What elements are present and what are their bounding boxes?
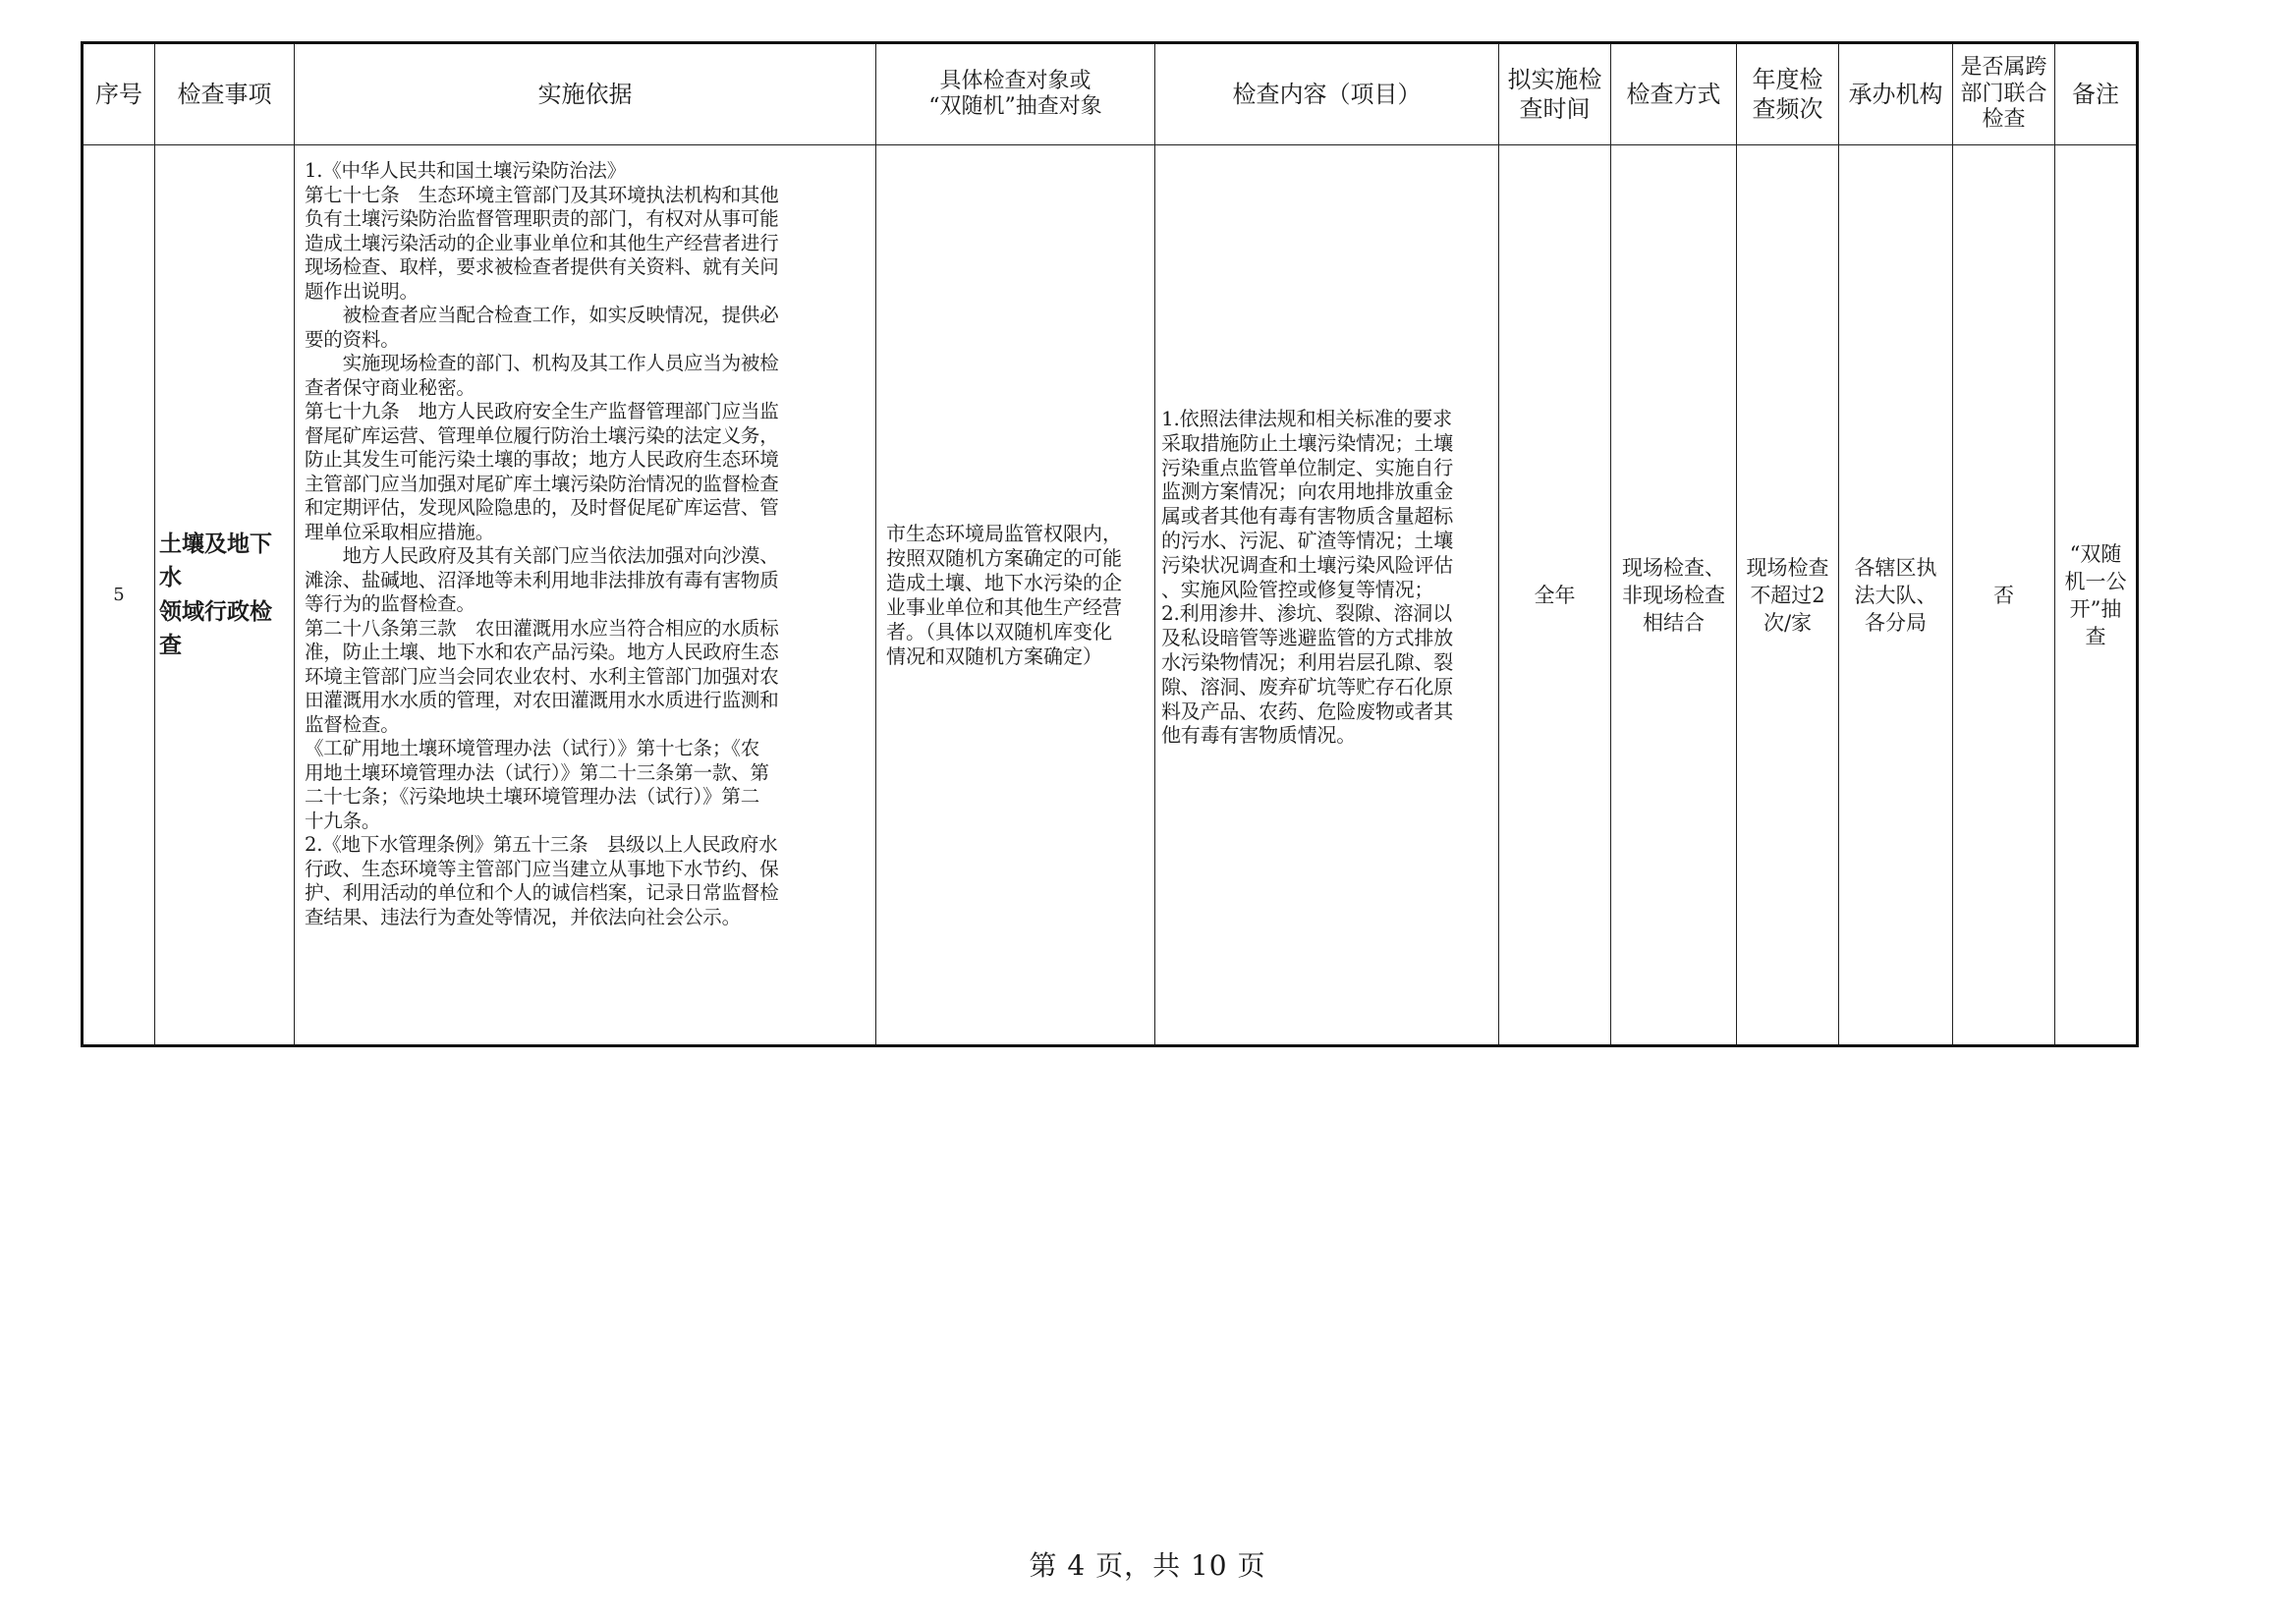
object-line: 市生态环境局监管权限内， (886, 521, 1122, 545)
content-line: 监测方案情况；向农用地排放重金 (1161, 479, 1453, 504)
basis-line: 要的资料。 (305, 327, 400, 351)
header-time-line: 拟实施检 (1507, 66, 1602, 93)
method-line: 相结合 (1643, 610, 1705, 635)
frequency-line: 不超过2 (1750, 583, 1825, 607)
object-line: 造成土壤、地下水污染的企 (886, 570, 1122, 594)
basis-line: 主管部门应当加强对尾矿库土壤污染防治情况的监督检查 (305, 472, 779, 495)
basis-line: 防止其发生可能污染土壤的事故；地方人民政府生态环境 (305, 448, 779, 471)
remark-line: “双随 (2069, 541, 2122, 566)
object-line: 业事业单位和其他生产经营 (886, 594, 1122, 619)
content-line: 及私设暗管等逃避监管的方式排放 (1161, 626, 1453, 650)
header-joint-line: 是否属跨 (1960, 55, 2047, 81)
basis-line: 现场检查、取样，要求被检查者提供有关资料、就有关问 (305, 255, 779, 278)
header-basis: 实施依据 (295, 43, 876, 145)
header-agency: 承办机构 (1839, 43, 1953, 145)
header-time-line: 查时间 (1519, 95, 1591, 123)
object-line: 按照双随机方案确定的可能 (886, 545, 1122, 570)
cell-remark (2055, 145, 2138, 1046)
header-object-line: “双随机”抽查对象 (928, 94, 1102, 119)
header-joint-line: 部门联合 (1960, 81, 2047, 106)
basis-line: 田灌溉用水水质的管理，对农田灌溉用水水质进行监测和 (305, 689, 779, 711)
content-line: 属或者其他有毒有害物质含量超标 (1161, 504, 1453, 529)
basis-line: 二十七条；《污染地块土壤环境管理办法（试行）》第二 (305, 785, 760, 808)
cell-item (155, 145, 295, 1046)
basis-line: 查结果、违法行为查处等情况，并依法向社会公示。 (305, 905, 741, 928)
basis-line: 护、利用活动的单位和个人的诚信档案，记录日常监督检 (305, 881, 779, 904)
cell-object (876, 145, 1155, 1046)
inspection-table (81, 41, 2139, 1047)
basis-line: 准，防止土壤、地下水和农产品污染。地方人民政府生态 (305, 641, 779, 663)
agency-line: 各分局 (1865, 610, 1927, 635)
remark-line: 开”抽 (2069, 596, 2122, 621)
object-line: 情况和双随机方案确定） (886, 644, 1102, 668)
header-seq: 序号 (83, 43, 155, 145)
content-line: 污染状况调查和土壤污染风险评估 (1161, 552, 1453, 577)
basis-line: 理单位采取相应措施。 (305, 520, 495, 543)
header-content: 检查内容（项目） (1155, 43, 1499, 145)
cell-seq: 5 (83, 145, 155, 1046)
content-line: 1.依照法律法规和相关标准的要求 (1161, 407, 1452, 430)
cell-frequency (1737, 145, 1839, 1046)
header-item: 检查事项 (155, 43, 295, 145)
basis-line: 用地土壤环境管理办法（试行）》第二十三条第一款、第 (305, 760, 769, 784)
basis-line: 题作出说明。 (305, 279, 419, 303)
content-line: 的污水、污泥、矿渣等情况；土壤 (1161, 528, 1453, 552)
basis-line: 查者保守商业秘密。 (305, 375, 476, 399)
cell-joint: 否 (1953, 145, 2055, 1046)
basis-line: 行政、生态环境等主管部门应当建立从事地下水节约、保 (305, 857, 779, 880)
content-line: 采取措施防止土壤污染情况；土壤 (1161, 430, 1453, 455)
basis-line: 督尾矿库运营、管理单位履行防治土壤污染的法定义务， (305, 423, 779, 447)
basis-line: 1.《中华人民共和国土壤污染防治法》 (305, 159, 627, 182)
object-line: 者。（具体以双随机库变化 (886, 619, 1112, 644)
content-line: 隙、溶洞、废弃矿坑等贮存石化原 (1161, 674, 1453, 699)
cell-time: 全年 (1499, 145, 1611, 1046)
content-line: 污染重点监管单位制定、实施自行 (1161, 455, 1453, 479)
header-frequency-line: 年度检 (1752, 66, 1823, 93)
basis-line: 监督检查。 (305, 712, 400, 736)
basis-line: 《工矿用地土壤环境管理办法（试行）》第十七条；《农 (305, 737, 760, 759)
header-frequency (1737, 43, 1839, 145)
remark-line: 查 (2085, 624, 2106, 648)
table-row (83, 145, 2138, 1046)
agency-line: 各辖区执 (1854, 555, 1937, 580)
frequency-line: 现场检查 (1746, 555, 1829, 580)
table-header-row (83, 43, 2138, 145)
method-line: 现场检查、 (1622, 555, 1725, 580)
basis-line: 第七十九条 地方人民政府安全生产监督管理部门应当监 (305, 400, 779, 422)
cell-content (1155, 145, 1499, 1046)
item-line: 领域行政检查 (159, 597, 272, 658)
agency-line: 法大队、 (1854, 583, 1937, 607)
basis-line: 被检查者应当配合检查工作，如实反映情况，提供必 (305, 304, 779, 326)
header-remark: 备注 (2055, 43, 2138, 145)
header-object (876, 43, 1155, 145)
cell-method (1611, 145, 1737, 1046)
cell-basis (295, 145, 876, 1046)
basis-line: 造成土壤污染活动的企业事业单位和其他生产经营者进行 (305, 231, 779, 254)
header-frequency-line: 查频次 (1752, 95, 1823, 123)
basis-line: 实施现场检查的部门、机构及其工作人员应当为被检 (305, 352, 779, 374)
content-line: 2.利用渗井、渗坑、裂隙、溶洞以 (1161, 601, 1452, 626)
header-joint-line: 检查 (1982, 107, 2026, 133)
content-line: 水污染物情况；利用岩层孔隙、裂 (1161, 649, 1453, 674)
content-line: 料及产品、农药、危险废物或者其 (1161, 699, 1453, 723)
basis-line: 和定期评估，发现风险隐患的，及时督促尾矿库运营、管 (305, 496, 779, 519)
basis-line: 2.《地下水管理条例》第五十三条 县级以上人民政府水 (305, 833, 778, 856)
basis-line: 第七十七条 生态环境主管部门及其环境执法机构和其他 (305, 183, 779, 206)
frequency-line: 次/家 (1763, 610, 1813, 635)
basis-line: 第二十八条第三款 农田灌溉用水应当符合相应的水质标 (305, 616, 779, 640)
header-method: 检查方式 (1611, 43, 1737, 145)
header-joint (1953, 43, 2055, 145)
page-number: 第 4 页，共 10 页 (1029, 1549, 1266, 1582)
header-object-line: 具体检查对象或 (939, 68, 1092, 93)
content-line: 、实施风险管控或修复等情况； (1161, 577, 1434, 601)
content-line: 他有毒有害物质情况。 (1161, 723, 1356, 748)
basis-line: 地方人民政府及其有关部门应当依法加强对向沙漠、 (305, 544, 779, 567)
remark-line: 机一公 (2064, 569, 2127, 593)
item-line: 土壤及地下水 (159, 530, 272, 590)
basis-line: 滩涂、盐碱地、沼泽地等未利用地非法排放有毒有害物质 (305, 568, 779, 591)
basis-line: 十九条。 (305, 809, 381, 832)
basis-line: 负有土壤污染防治监督管理职责的部门，有权对从事可能 (305, 207, 779, 230)
cell-agency (1839, 145, 1953, 1046)
method-line: 非现场检查 (1622, 583, 1725, 607)
basis-line: 环境主管部门应当会同农业农村、水利主管部门加强对农 (305, 664, 779, 688)
basis-line: 等行为的监督检查。 (305, 592, 476, 615)
header-time (1499, 43, 1611, 145)
